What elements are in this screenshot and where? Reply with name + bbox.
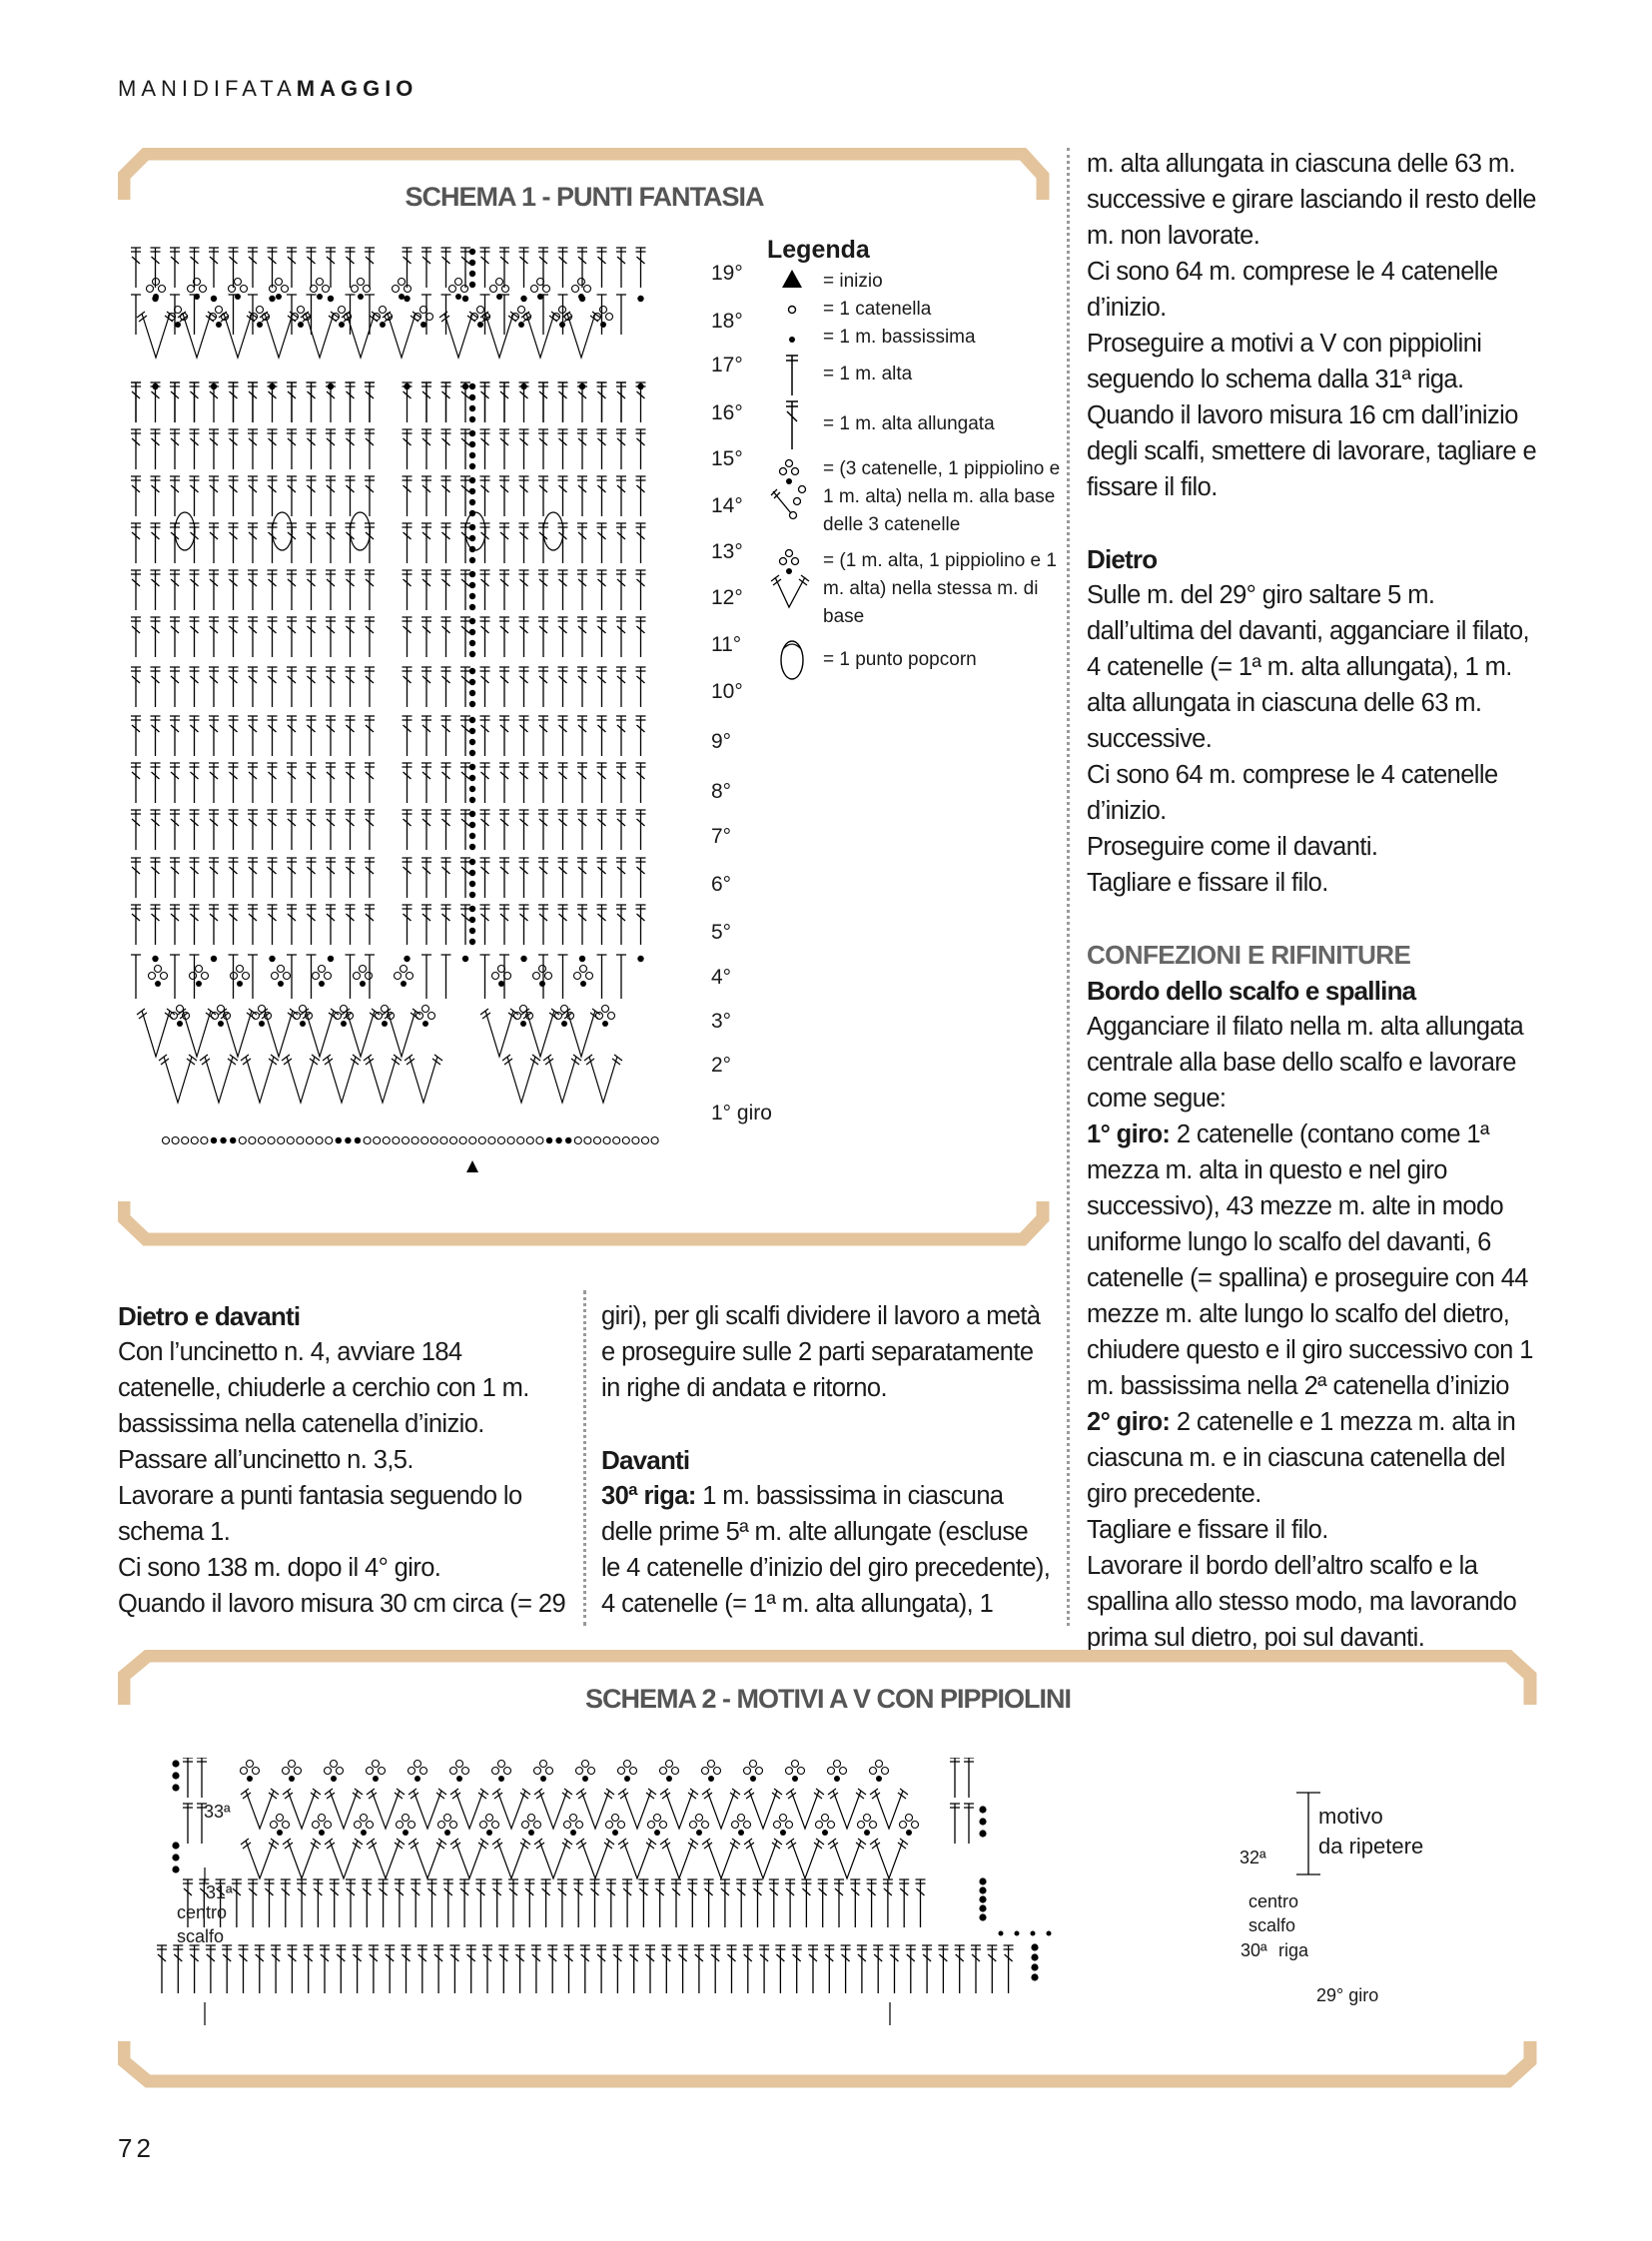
- schema1-title: SCHEMA 1 - PUNTI FANTASIA: [405, 182, 764, 212]
- row-label-29: 29° giro: [1316, 1985, 1379, 2005]
- paragraph: Con l’uncinetto n. 4, avviare 184 catenelle, chiuderle a cerchio con 1 m. bassissima nella catenella d’inizio. Passare all’uncinetto n. 3,5.: [118, 1338, 529, 1474]
- row-label: 17°: [711, 354, 743, 376]
- paragraph: Ci sono 64 m. comprese le 4 catenelle d’inizio.: [1087, 761, 1498, 825]
- row-label: 18°: [711, 310, 743, 333]
- row-label: 11°: [711, 633, 742, 656]
- row-label-30: 30ª: [1240, 1940, 1267, 1960]
- paragraph: 2° giro: 2 catenelle e 1 mezza m. alta in ciascuna m. e in ciascuna catenella del giro precedente.: [1087, 1408, 1516, 1508]
- legend-item-inizio: = inizio: [767, 268, 1067, 296]
- row-label: 7°: [711, 825, 732, 848]
- schema2-title: SCHEMA 2 - MOTIVI A V CON PIPPIOLINI: [584, 1684, 1072, 1714]
- schema1-chart: [128, 240, 687, 1178]
- legend: [767, 236, 1067, 683]
- paragraph: Lavorare il bordo dell’altro scalfo e la spallina allo stesso modo, ma lavorando prima sul dietro, poi sul davanti.: [1087, 1552, 1517, 1652]
- label-da-ripetere: da ripetere: [1318, 1834, 1424, 1859]
- row-label: 16°: [711, 401, 743, 424]
- paragraph: Tagliare e fissare il filo.: [1087, 869, 1328, 897]
- row-label-32: 32ª: [1239, 1848, 1266, 1868]
- paragraph: Lavorare a punti fantasia seguendo lo schema 1.: [118, 1482, 522, 1546]
- legend-item-alta-allungata: = 1 m. alta allungata: [767, 397, 1067, 451]
- legend-item-alta: = 1 m. alta: [767, 352, 1067, 397]
- paragraph: 1° giro: 2 catenelle (contano come 1ª mezza m. alta in questo e nel giro successivo), 43 mezze m. alte in modo uniforme lungo lo scalfo del davanti, 6 catenelle (= spallina) e proseguire con 44 mezze m. alte lungo lo scalfo del dietro, chiudere questo e il giro successivo con 1 m. bassissima nella 2ª catenella d’inizio: [1087, 1120, 1533, 1400]
- legend-item-bassissima: = 1 m. bassissima: [767, 324, 1067, 352]
- paragraph: Quando il lavoro misura 30 cm circa (= 29: [118, 1590, 566, 1618]
- subheading-bordo: Bordo dello scalfo e spallina: [1087, 976, 1416, 1006]
- running-head: [118, 76, 417, 102]
- column-divider: [583, 1290, 586, 1626]
- row-label: 19°: [711, 262, 743, 285]
- section-heading-confezioni: CONFEZIONI E RIFINITURE: [1087, 940, 1411, 970]
- paragraph: 30ª riga: 1 m. bassissima in ciascuna delle prime 5ª m. alte allungate (escluse le 4 catenelle d’inizio del giro precedente), 4 catenelle (= 1ª m. alta allungata), 1: [601, 1482, 1051, 1618]
- row-label: 5°: [711, 921, 732, 944]
- text-column-right: [1087, 146, 1546, 1656]
- legend-item-picot: = (3 catenelle, 1 pippiolino e 1 m. alta) nella m. alla base delle 3 catenelle: [767, 455, 1067, 539]
- issue-month: MAGGIO: [296, 76, 418, 101]
- legend-item-v-picot: = (1 m. alta, 1 pippiolino e 1 m. alta) nella stessa m. di base: [767, 547, 1067, 631]
- row-label: 15°: [711, 447, 743, 470]
- paragraph: Ci sono 138 m. dopo il 4° giro.: [118, 1554, 441, 1582]
- row-label: 14°: [711, 494, 743, 517]
- paragraph: Quando il lavoro misura 16 cm dall’inizio degli scalfi, smettere di lavorare, tagliare e fissare il filo.: [1087, 401, 1537, 501]
- row-label: 1° giro: [711, 1102, 772, 1124]
- text-column-left: [118, 1298, 567, 1622]
- row-label-33: 33ª: [204, 1802, 231, 1822]
- label-centro-right: centro: [1248, 1891, 1299, 1911]
- page-number: 72: [118, 2133, 155, 2163]
- row-label: 9°: [711, 730, 732, 753]
- legend-item-catenella: = 1 catenella: [767, 296, 1067, 324]
- text-column-middle: [601, 1298, 1051, 1622]
- legend-title: Legenda: [767, 236, 870, 264]
- column-divider: [1067, 148, 1070, 1626]
- row-label: 10°: [711, 680, 743, 703]
- row-label: 13°: [711, 540, 743, 563]
- row-label: 8°: [711, 780, 732, 803]
- schema2-chart: [150, 1758, 1378, 2047]
- paragraph: Sulle m. del 29° giro saltare 5 m. dall’ultima del davanti, agganciare il filato, 4 catenelle (= 1ª m. alta allungata), 1 m. alta allungata in ciascuna delle 63 m. successive.: [1087, 581, 1530, 753]
- label-motivo: motivo: [1318, 1804, 1383, 1829]
- v-picot-icon: [767, 547, 817, 636]
- paragraph: m. alta allungata in ciascuna delle 63 m. successive e girare lasciando il resto delle m. non lavorate.: [1087, 150, 1536, 250]
- label-scalfo-right: scalfo: [1248, 1915, 1296, 1935]
- section-heading-davanti: Davanti: [601, 1445, 690, 1475]
- paragraph: Proseguire a motivi a V con pippiolini seguendo lo schema dalla 31ª riga.: [1087, 330, 1482, 393]
- label-centro-left: centro: [177, 1902, 228, 1922]
- row-label-31: 31ª: [206, 1882, 233, 1902]
- section-heading-dietro: Dietro: [1087, 544, 1158, 574]
- section-heading-dietro-davanti: Dietro e davanti: [118, 1301, 301, 1331]
- legend-item-popcorn: = 1 punto popcorn: [767, 637, 1067, 683]
- paragraph: Proseguire come il davanti.: [1087, 833, 1378, 861]
- popcorn-icon: [767, 637, 817, 701]
- repeat-bracket: [1294, 1791, 1324, 1878]
- row-label: 6°: [711, 873, 732, 896]
- triangle-icon: [767, 268, 817, 299]
- paragraph: giri), per gli scalfi dividere il lavoro a metà e proseguire sulle 2 parti separatamente in righe di andata e ritorno.: [601, 1302, 1041, 1402]
- magazine-name: MANIDIFATA: [118, 76, 297, 101]
- row-label: 12°: [711, 586, 743, 609]
- label-riga: riga: [1278, 1940, 1309, 1960]
- paragraph: Agganciare il filato nella m. alta allungata centrale alla base dello scalfo e lavorare come segue:: [1087, 1013, 1524, 1113]
- row-label: 3°: [711, 1010, 732, 1033]
- paragraph: Ci sono 64 m. comprese le 4 catenelle d’inizio.: [1087, 258, 1498, 322]
- row-label: 2°: [711, 1054, 732, 1077]
- row-label: 4°: [711, 966, 732, 989]
- picot-stitch-icon: [767, 455, 817, 544]
- paragraph: Tagliare e fissare il filo.: [1087, 1516, 1328, 1544]
- label-scalfo-left: scalfo: [177, 1926, 225, 1946]
